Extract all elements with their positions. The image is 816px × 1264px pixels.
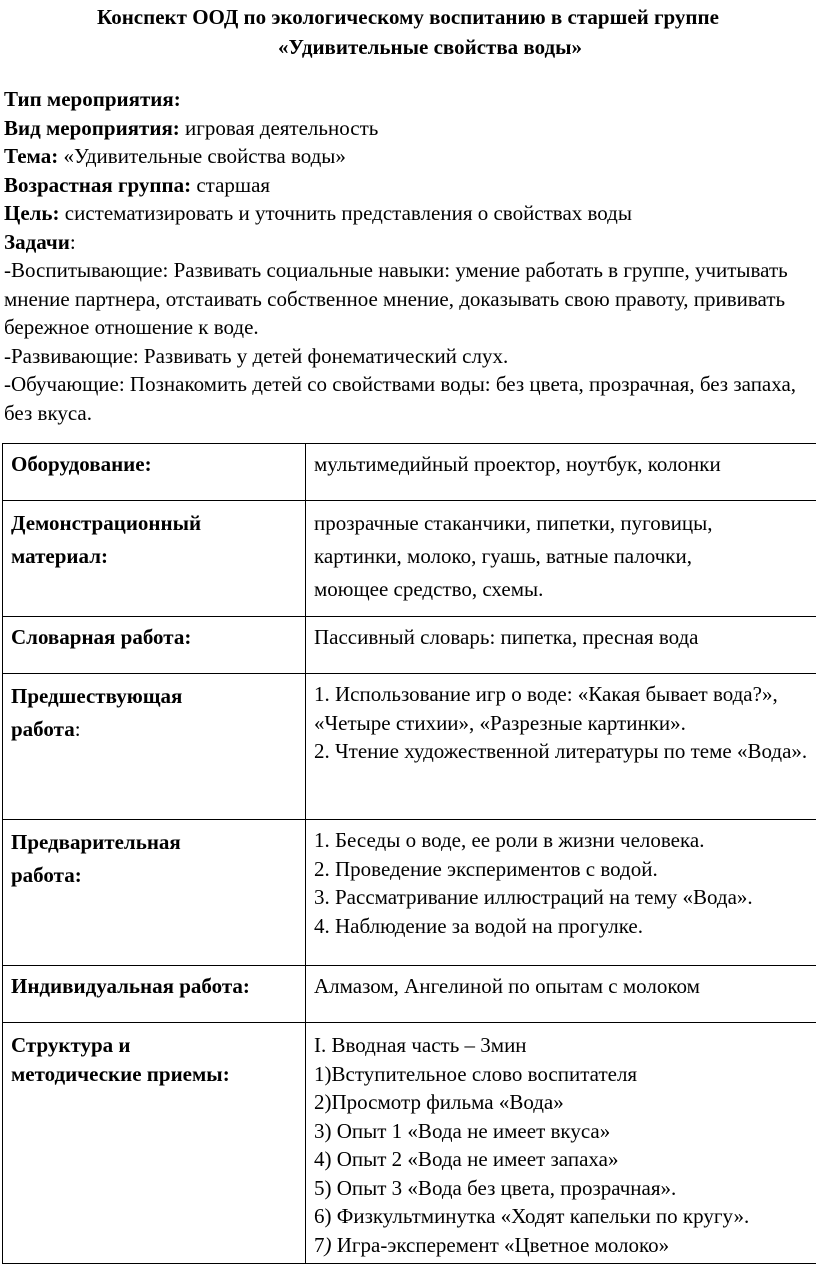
tasks-colon: :	[70, 230, 76, 254]
preliminary-line: 1. Беседы о воде, ее роли в жизни человека.	[314, 826, 816, 855]
table-row	[3, 966, 816, 1023]
structure-line: 4) Опыт 2 «Вода не имеет запаха»	[314, 1145, 816, 1174]
structure-label-line: методические приемы:	[11, 1060, 297, 1089]
preceding-value	[306, 674, 816, 820]
age-group-label: Возрастная группа:	[4, 173, 191, 197]
structure-line: 5) Опыт 3 «Вода без цвета, прозрачная».	[314, 1174, 816, 1203]
preliminary-label-line: Предварительная	[11, 826, 297, 859]
structure-line: 3) Опыт 1 «Вода не имеет вкуса»	[314, 1117, 816, 1146]
table-row	[3, 674, 816, 820]
demo-line: прозрачные стаканчики, пипетки, пуговицы,	[314, 507, 816, 540]
demo-label	[3, 501, 306, 617]
event-kind-label: Вид мероприятия:	[4, 116, 180, 140]
preliminary-label-line: работа:	[11, 859, 297, 892]
goal-label: Цель:	[4, 201, 60, 225]
task-item: -Развивающие: Развивать у детей фонематический слух.	[4, 342, 814, 371]
demo-line: моющее средство, схемы.	[314, 573, 816, 606]
info-table	[2, 443, 816, 1264]
preceding-line: 1. Использование игр о воде: «Какая бывает вода?», «Четыре стихии», «Разрезные картинки».	[314, 680, 816, 737]
event-type	[4, 85, 814, 114]
tasks-heading	[4, 228, 814, 257]
table-row	[3, 820, 816, 966]
preliminary-line: 2. Проведение экспериментов с водой.	[314, 855, 816, 884]
theme-value: «Удивительные свойства воды»	[58, 144, 346, 168]
preliminary-line: 3. Рассматривание иллюстраций на тему «Вода».	[314, 883, 816, 912]
demo-value	[306, 501, 816, 617]
title-line-2: «Удивительные свойства воды»	[0, 32, 816, 62]
preceding-label	[3, 674, 306, 820]
vocabulary-value: Пассивный словарь: пипетка, пресная вода	[306, 617, 816, 674]
title-line-1: Конспект ООД по экологическому воспитанию в старшей группе	[0, 2, 816, 32]
table-row	[3, 444, 816, 501]
event-type-label: Тип мероприятия:	[4, 87, 181, 111]
vocabulary-label: Словарная работа:	[3, 617, 306, 674]
structure-last-prefix: 7	[314, 1233, 325, 1257]
table-row	[3, 1023, 816, 1264]
event-kind	[4, 114, 814, 143]
equipment-value: мультимедийный проектор, ноутбук, колонки	[306, 444, 816, 501]
age-group	[4, 171, 814, 200]
individual-value: Алмазом, Ангелиной по опытам с молоком	[306, 966, 816, 1023]
theme	[4, 142, 814, 171]
age-group-value: старшая	[191, 173, 270, 197]
preceding-label-line	[11, 713, 297, 746]
structure-value	[306, 1023, 816, 1264]
demo-label-line: Демонстрационный	[11, 507, 297, 540]
structure-line	[314, 1231, 816, 1260]
table-row	[3, 617, 816, 674]
task-item: -Воспитывающие: Развивать социальные навыки: умение работать в группе, учитывать мнение партнера, отстаивать собственное мнение, доказывать свою правоту, прививать бережное отношение к воде.	[4, 256, 814, 342]
theme-label: Тема:	[4, 144, 58, 168]
demo-line: картинки, молоко, гуашь, ватные палочки,	[314, 540, 816, 573]
table-row	[3, 501, 816, 617]
preliminary-value	[306, 820, 816, 966]
preliminary-line: 4. Наблюдение за водой на прогулке.	[314, 912, 816, 941]
goal	[4, 199, 814, 228]
structure-line: I. Вводная часть – 3мин	[314, 1031, 816, 1060]
tasks-label: Задачи	[4, 230, 70, 254]
structure-label	[3, 1023, 306, 1264]
task-item: -Обучающие: Познакомить детей со свойствами воды: без цвета, прозрачная, без запаха, без вкуса.	[4, 370, 814, 427]
intro-section	[4, 85, 814, 427]
equipment-label: Оборудование:	[3, 444, 306, 501]
preceding-line: 2. Чтение художественной литературы по теме «Вода».	[314, 737, 816, 766]
event-kind-value: игровая деятельность	[180, 116, 379, 140]
preceding-label-colon: :	[75, 717, 81, 741]
document-title	[0, 2, 816, 62]
preceding-label-line: Предшествующая	[11, 680, 297, 713]
structure-line: 1)Вступительное слово воспитателя	[314, 1060, 816, 1089]
individual-label: Индивидуальная работа:	[3, 966, 306, 1023]
preliminary-label	[3, 820, 306, 966]
structure-line: 2)Просмотр фильма «Вода»	[314, 1088, 816, 1117]
structure-last-paren: )	[325, 1233, 332, 1257]
goal-value: систематизировать и уточнить представления о свойствах воды	[60, 201, 632, 225]
structure-last-rest: Игра-эксперемент «Цветное молоко»	[332, 1233, 670, 1257]
structure-line: 6) Физкультминутка «Ходят капельки по кругу».	[314, 1202, 816, 1231]
structure-label-line: Структура и	[11, 1031, 297, 1060]
demo-label-line: материал:	[11, 540, 297, 573]
preceding-label-word: работа	[11, 717, 75, 741]
